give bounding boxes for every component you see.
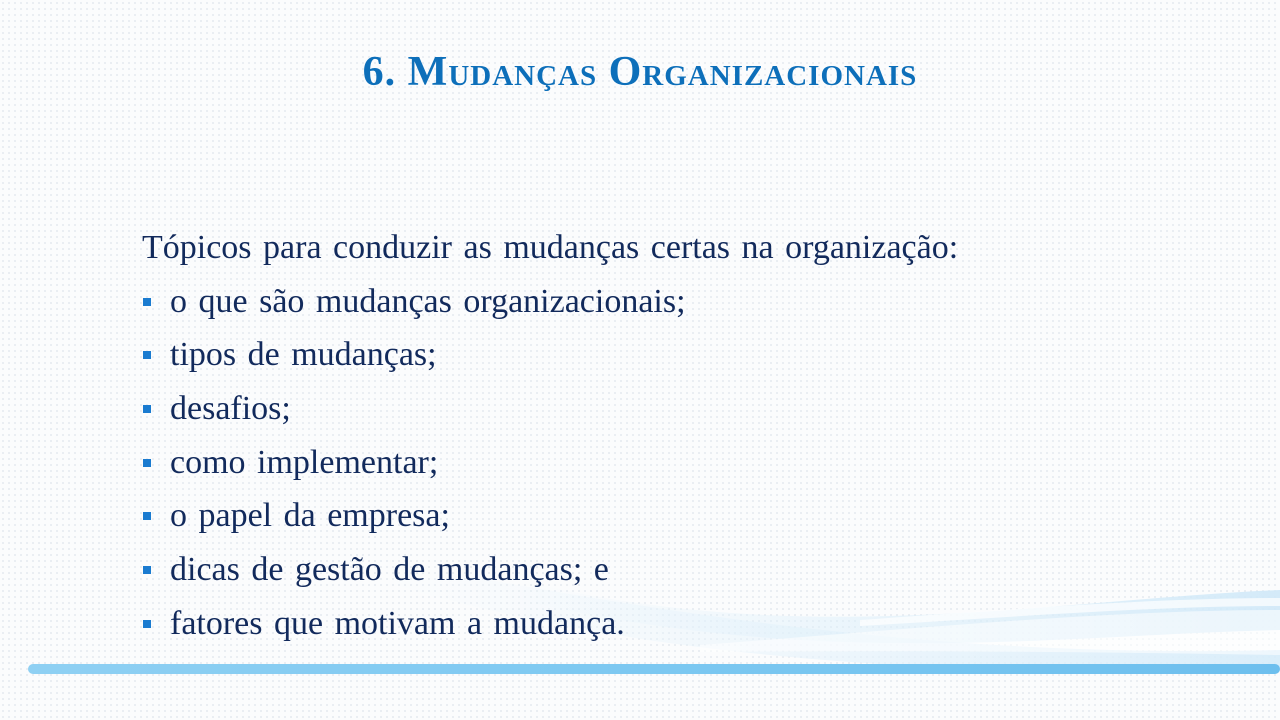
accent-line (28, 664, 1280, 674)
slide-title: 6. Mudanças Organizacionais (362, 49, 918, 95)
square-bullet-icon (143, 459, 151, 467)
intro-text: Tópicos para conduzir as mudanças certas na organização: (142, 229, 959, 266)
square-bullet-icon (143, 351, 151, 359)
list-item-text: desafios; (170, 390, 291, 428)
list-item-text: fatores que motivam a mudança. (170, 604, 625, 642)
list-item-text: o papel da empresa; (170, 497, 450, 535)
square-bullet-icon (143, 298, 151, 306)
list-item (142, 598, 1142, 650)
square-bullet-icon (143, 620, 151, 628)
list-item (142, 329, 1142, 381)
square-bullet-icon (143, 566, 151, 574)
topic-list (142, 276, 1142, 650)
list-item (142, 437, 1142, 489)
list-item-text: dicas de gestão de mudanças; e (170, 551, 609, 589)
list-item (142, 544, 1142, 596)
square-bullet-icon (143, 405, 151, 413)
list-item (142, 276, 1142, 328)
list-item (142, 490, 1142, 542)
slide-body (142, 222, 1142, 650)
list-item-text: tipos de mudanças; (170, 336, 437, 374)
list-item-text: como implementar; (170, 443, 439, 481)
square-bullet-icon (143, 512, 151, 520)
list-item-text: o que são mudanças organizacionais; (170, 282, 686, 320)
list-item (142, 383, 1142, 435)
